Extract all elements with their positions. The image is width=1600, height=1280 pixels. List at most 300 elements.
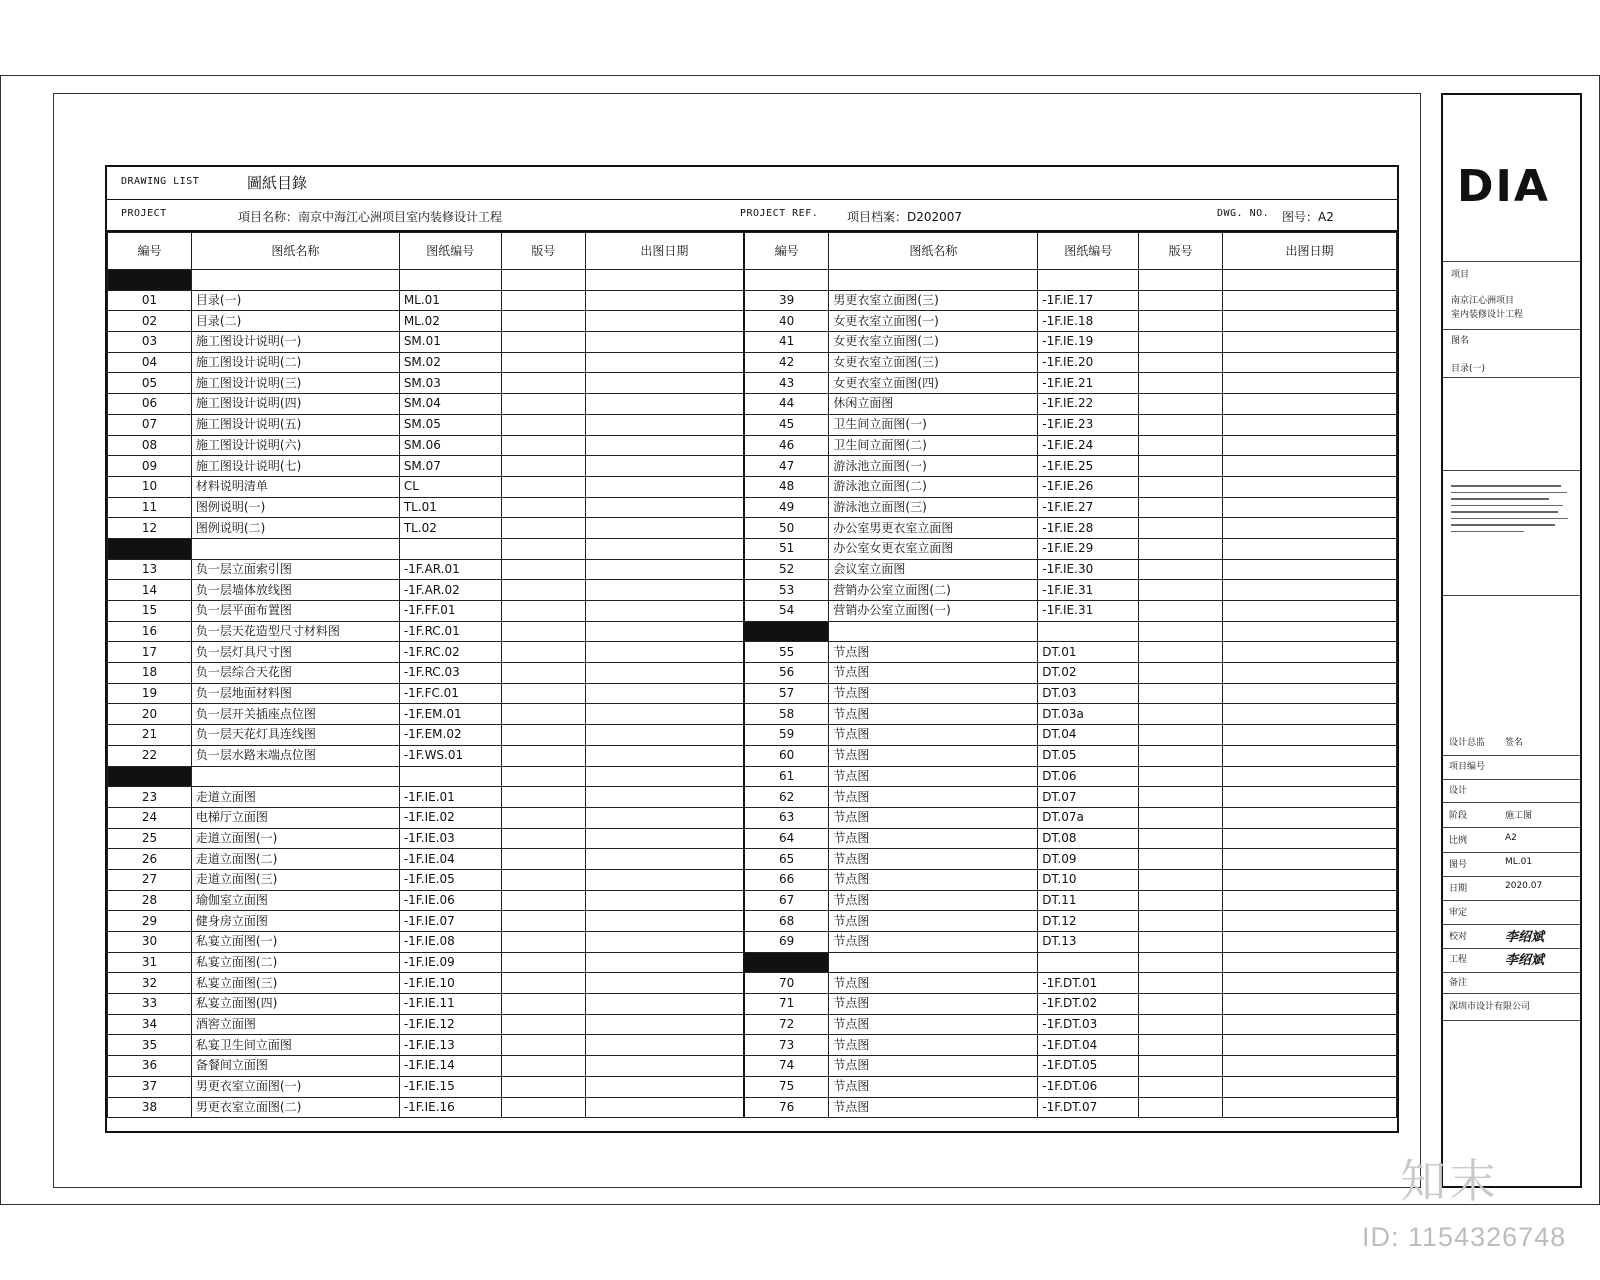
table-header-row [108, 233, 1397, 270]
revision-cell [501, 725, 585, 746]
drawing-name: 施工图设计说明(五) [191, 414, 399, 435]
general-notes-block [1451, 480, 1573, 537]
drawing-name: 女更衣室立面图(一) [829, 311, 1038, 332]
table-row [108, 1035, 1397, 1056]
row-number: 67 [744, 890, 829, 911]
revision-cell [501, 828, 585, 849]
drawing-code: SM.05 [399, 414, 501, 435]
revision-cell [501, 1035, 585, 1056]
table-row [108, 435, 1397, 456]
row-number: 41 [744, 332, 829, 353]
revision-cell [501, 1014, 585, 1035]
revision-cell [1139, 414, 1223, 435]
issue-date-cell [1223, 911, 1397, 932]
revision-cell [1139, 580, 1223, 601]
table-row [108, 270, 1397, 291]
row-number: 36 [108, 1056, 192, 1077]
issue-date-cell [585, 1035, 744, 1056]
row-number: 37 [108, 1076, 192, 1097]
tb-date-label: 日期 [1449, 884, 1468, 894]
issue-date-cell [1223, 745, 1397, 766]
table-cell [585, 538, 744, 559]
drawing-name: 办公室女更衣室立面图 [829, 538, 1038, 559]
row-number: 23 [108, 787, 192, 808]
revision-cell [501, 394, 585, 415]
revision-cell [1139, 332, 1223, 353]
revision-cell [501, 476, 585, 497]
drawing-name: 施工图设计说明(七) [191, 456, 399, 477]
table-row [108, 849, 1397, 870]
watermark-brand: 知末 [1400, 1154, 1500, 1208]
drawing-name: 图例说明(二) [191, 518, 399, 539]
issue-date-cell [1223, 849, 1397, 870]
table-cell [501, 766, 585, 787]
table-cell [829, 621, 1038, 642]
row-number: 03 [108, 332, 192, 353]
drawing-code: -1F.IE.09 [399, 952, 501, 973]
drawing-name: 节点图 [829, 725, 1038, 746]
divider [1443, 972, 1580, 973]
table-row [108, 973, 1397, 994]
drawing-name: 走道立面图 [191, 787, 399, 808]
row-number: 43 [744, 373, 829, 394]
issue-date-cell [1223, 414, 1397, 435]
issue-date-cell [585, 435, 744, 456]
issue-date-cell [585, 414, 744, 435]
issue-date-cell [585, 952, 744, 973]
revision-cell [501, 787, 585, 808]
issue-date-cell [585, 849, 744, 870]
issue-date-cell [585, 1014, 744, 1035]
drawing-name: 节点图 [829, 1014, 1038, 1035]
revision-cell [1139, 601, 1223, 622]
table-cell [1139, 952, 1223, 973]
table-row [108, 414, 1397, 435]
drawing-code: -1F.IE.27 [1038, 497, 1139, 518]
drawing-code: DT.04 [1038, 725, 1139, 746]
issue-date-cell [1223, 518, 1397, 539]
tb-approve-label: 审定 [1449, 908, 1468, 918]
revision-cell [1139, 683, 1223, 704]
row-number: 32 [108, 973, 192, 994]
drawing-code: -1F.IE.03 [399, 828, 501, 849]
drawing-code: -1F.IE.23 [1038, 414, 1139, 435]
row-number: 58 [744, 704, 829, 725]
project-ref-value: 项目档案：D202007 [847, 210, 963, 224]
drawing-code: -1F.IE.21 [1038, 373, 1139, 394]
revision-cell [501, 414, 585, 435]
revision-cell [1139, 973, 1223, 994]
drawing-code: -1F.DT.07 [1038, 1097, 1139, 1118]
row-number: 51 [744, 538, 829, 559]
issue-date-cell [585, 580, 744, 601]
project-info-row [107, 200, 1397, 232]
drawing-name: 负一层平面布置图 [191, 601, 399, 622]
issue-date-cell [1223, 725, 1397, 746]
row-number: 68 [744, 911, 829, 932]
table-cell [191, 270, 399, 291]
drawing-name: 办公室男更衣室立面图 [829, 518, 1038, 539]
revision-cell [501, 601, 585, 622]
drawing-code: -1F.IE.05 [399, 869, 501, 890]
row-number: 62 [744, 787, 829, 808]
row-number: 38 [108, 1097, 192, 1118]
table-row [108, 497, 1397, 518]
divider [1443, 993, 1580, 994]
drawing-code: DT.02 [1038, 663, 1139, 684]
drawing-code: -1F.IE.04 [399, 849, 501, 870]
revision-cell [501, 663, 585, 684]
issue-date-cell [1223, 290, 1397, 311]
drawing-name: 节点图 [829, 890, 1038, 911]
row-number: 22 [108, 745, 192, 766]
row-number: 75 [744, 1076, 829, 1097]
table-row [108, 621, 1397, 642]
table-cell [399, 766, 501, 787]
drawing-name: 电梯厅立面图 [191, 807, 399, 828]
row-number: 73 [744, 1035, 829, 1056]
issue-date-cell [585, 642, 744, 663]
dwg-no-value: 图号：A2 [1282, 210, 1334, 224]
table-cell [191, 538, 399, 559]
issue-date-cell [1223, 807, 1397, 828]
drawing-code: -1F.DT.02 [1038, 994, 1139, 1015]
tb-drawing-label: 图名 [1451, 336, 1470, 346]
drawing-code: -1F.IE.15 [399, 1076, 501, 1097]
issue-date-cell [1223, 394, 1397, 415]
divider [1443, 802, 1580, 803]
issue-date-cell [585, 932, 744, 953]
revision-cell [501, 704, 585, 725]
col-header: 图纸名称 [829, 233, 1038, 270]
issue-date-cell [585, 704, 744, 725]
table-cell [399, 538, 501, 559]
row-number: 56 [744, 663, 829, 684]
revision-cell [501, 373, 585, 394]
row-number: 19 [108, 683, 192, 704]
tb-scale-value: A2 [1505, 833, 1517, 843]
drawing-code: DT.05 [1038, 745, 1139, 766]
drawing-code: SM.03 [399, 373, 501, 394]
section-marker [108, 270, 192, 291]
revision-cell [1139, 1014, 1223, 1035]
issue-date-cell [1223, 1014, 1397, 1035]
revision-cell [501, 332, 585, 353]
revision-cell [501, 1097, 585, 1118]
drawing-name: 游泳池立面图(三) [829, 497, 1038, 518]
drawing-list-cn-title: 圖紙目錄 [247, 174, 308, 192]
project-label: PROJECT [121, 208, 167, 219]
issue-date-cell [1223, 497, 1397, 518]
table-row [108, 911, 1397, 932]
row-number: 29 [108, 911, 192, 932]
col-header: 編号 [744, 233, 829, 270]
drawing-code: -1F.IE.07 [399, 911, 501, 932]
issue-date-cell [585, 1056, 744, 1077]
row-number: 28 [108, 890, 192, 911]
sheet-title-row [107, 167, 1397, 200]
drawing-name: 私宴立面图(四) [191, 994, 399, 1015]
drawing-code: DT.03a [1038, 704, 1139, 725]
issue-date-cell [585, 373, 744, 394]
revision-cell [1139, 538, 1223, 559]
col-header: 編号 [108, 233, 192, 270]
revision-cell [1139, 1056, 1223, 1077]
revision-cell [1139, 518, 1223, 539]
tb-scale-label: 比例 [1449, 836, 1468, 846]
col-header: 出图日期 [585, 233, 744, 270]
row-number: 18 [108, 663, 192, 684]
table-cell [501, 538, 585, 559]
divider [1443, 1020, 1580, 1021]
table-row [108, 352, 1397, 373]
col-header: 图纸名称 [191, 233, 399, 270]
row-number: 33 [108, 994, 192, 1015]
table-cell [1038, 621, 1139, 642]
revision-cell [1139, 456, 1223, 477]
issue-date-cell [585, 973, 744, 994]
drawing-code: -1F.IE.19 [1038, 332, 1139, 353]
divider [1443, 261, 1580, 262]
row-number: 24 [108, 807, 192, 828]
drawing-name: 节点图 [829, 849, 1038, 870]
tb-draw-label: 工程 [1449, 955, 1468, 965]
drawing-name: 节点图 [829, 766, 1038, 787]
drawing-code: -1F.DT.03 [1038, 1014, 1139, 1035]
issue-date-cell [1223, 1076, 1397, 1097]
revision-cell [501, 973, 585, 994]
issue-date-cell [585, 683, 744, 704]
revision-cell [1139, 932, 1223, 953]
divider [1443, 377, 1580, 378]
tb-check-label: 校对 [1449, 932, 1468, 942]
revision-cell [1139, 766, 1223, 787]
revision-cell [1139, 394, 1223, 415]
issue-date-cell [585, 290, 744, 311]
issue-date-cell [1223, 311, 1397, 332]
drawing-code: DT.09 [1038, 849, 1139, 870]
revision-cell [501, 580, 585, 601]
divider [1443, 329, 1580, 330]
drawing-name: 卫生间立面图(一) [829, 414, 1038, 435]
divider [1443, 900, 1580, 901]
divider [1443, 755, 1580, 756]
revision-cell [1139, 807, 1223, 828]
revision-cell [501, 952, 585, 973]
revision-cell [1139, 642, 1223, 663]
table-row [108, 538, 1397, 559]
drawing-code: DT.10 [1038, 869, 1139, 890]
row-number: 21 [108, 725, 192, 746]
drawing-code: -1F.DT.06 [1038, 1076, 1139, 1097]
revision-cell [1139, 311, 1223, 332]
revision-cell [501, 497, 585, 518]
revision-cell [501, 621, 585, 642]
row-number: 53 [744, 580, 829, 601]
drawing-code: -1F.EM.02 [399, 725, 501, 746]
drawing-code: CL [399, 476, 501, 497]
issue-date-cell [1223, 1097, 1397, 1118]
section-marker [744, 952, 829, 973]
drawing-name: 健身房立面图 [191, 911, 399, 932]
drawing-name: 节点图 [829, 642, 1038, 663]
drawing-name: 节点图 [829, 1056, 1038, 1077]
table-row [108, 683, 1397, 704]
row-number: 07 [108, 414, 192, 435]
issue-date-cell [585, 559, 744, 580]
drawing-name: 走道立面图(三) [191, 869, 399, 890]
issue-date-cell [1223, 580, 1397, 601]
drawing-name: 营销办公室立面图(一) [829, 601, 1038, 622]
table-cell [585, 766, 744, 787]
col-header: 图纸编号 [1038, 233, 1139, 270]
issue-date-cell [585, 890, 744, 911]
tb-drawing-value: 目录(一) [1451, 364, 1486, 374]
drawing-list-sheet [105, 165, 1399, 1133]
revision-cell [501, 911, 585, 932]
drawing-name: 目录(二) [191, 311, 399, 332]
dwg-no-label: DWG. NO. [1217, 208, 1270, 219]
revision-cell [501, 994, 585, 1015]
row-number: 16 [108, 621, 192, 642]
row-number: 25 [108, 828, 192, 849]
drawing-name: 男更衣室立面图(二) [191, 1097, 399, 1118]
row-number: 70 [744, 973, 829, 994]
revision-cell [1139, 849, 1223, 870]
drawing-code: -1F.IE.10 [399, 973, 501, 994]
issue-date-cell [1223, 787, 1397, 808]
table-row [108, 725, 1397, 746]
drawing-name: 节点图 [829, 869, 1038, 890]
revision-cell [1139, 373, 1223, 394]
table-row [108, 704, 1397, 725]
drawing-list-en-title: DRAWING LIST [121, 176, 200, 187]
revision-cell [1139, 435, 1223, 456]
tb-design-label: 设计 [1449, 786, 1468, 796]
table-row [108, 745, 1397, 766]
drawing-code: DT.13 [1038, 932, 1139, 953]
row-number: 40 [744, 311, 829, 332]
revision-cell [1139, 828, 1223, 849]
issue-date-cell [1223, 973, 1397, 994]
table-row [108, 994, 1397, 1015]
drawing-name: 节点图 [829, 1035, 1038, 1056]
issue-date-cell [585, 476, 744, 497]
drawing-name: 施工图设计说明(二) [191, 352, 399, 373]
drawing-code: -1F.IE.20 [1038, 352, 1139, 373]
table-row [108, 1056, 1397, 1077]
table-row [108, 1014, 1397, 1035]
tb-designer-label: 设计总监 [1449, 738, 1486, 748]
issue-date-cell [1223, 890, 1397, 911]
tb-stage-label: 阶段 [1449, 811, 1468, 821]
drawing-name: 施工图设计说明(六) [191, 435, 399, 456]
divider [1443, 852, 1580, 853]
drawing-code: SM.06 [399, 435, 501, 456]
row-number: 04 [108, 352, 192, 373]
row-number: 52 [744, 559, 829, 580]
revision-cell [501, 745, 585, 766]
revision-cell [501, 890, 585, 911]
issue-date-cell [585, 807, 744, 828]
issue-date-cell [1223, 435, 1397, 456]
tb-project-no-label: 项目编号 [1449, 762, 1486, 772]
drawing-code: -1F.IE.29 [1038, 538, 1139, 559]
row-number: 05 [108, 373, 192, 394]
revision-cell [1139, 911, 1223, 932]
drawing-code: -1F.RC.01 [399, 621, 501, 642]
table-row [108, 332, 1397, 353]
drawing-code: -1F.IE.22 [1038, 394, 1139, 415]
drawing-name: 负一层立面索引图 [191, 559, 399, 580]
drawing-name: 酒窖立面图 [191, 1014, 399, 1035]
issue-date-cell [1223, 352, 1397, 373]
col-header: 出图日期 [1223, 233, 1397, 270]
drawing-code: -1F.IE.18 [1038, 311, 1139, 332]
revision-cell [501, 456, 585, 477]
drawing-name: 游泳池立面图(二) [829, 476, 1038, 497]
issue-date-cell [585, 311, 744, 332]
divider [1443, 779, 1580, 780]
drawing-name: 负一层天花灯具连线图 [191, 725, 399, 746]
drawing-name: 节点图 [829, 704, 1038, 725]
drawing-name: 施工图设计说明(三) [191, 373, 399, 394]
section-marker [108, 538, 192, 559]
issue-date-cell [585, 332, 744, 353]
issue-date-cell [1223, 766, 1397, 787]
row-number: 44 [744, 394, 829, 415]
drawing-code: -1F.IE.31 [1038, 580, 1139, 601]
revision-cell [1139, 1035, 1223, 1056]
table-row [108, 663, 1397, 684]
drawing-name: 图例说明(一) [191, 497, 399, 518]
table-row [108, 828, 1397, 849]
drawing-code: -1F.IE.01 [399, 787, 501, 808]
table-row [108, 932, 1397, 953]
signature-draw: 李绍斌 [1505, 953, 1545, 968]
table-cell [399, 270, 501, 291]
revision-cell [501, 1056, 585, 1077]
drawing-code: -1F.IE.31 [1038, 601, 1139, 622]
issue-date-cell [1223, 538, 1397, 559]
revision-cell [501, 435, 585, 456]
row-number: 31 [108, 952, 192, 973]
row-number: 10 [108, 476, 192, 497]
issue-date-cell [1223, 994, 1397, 1015]
issue-date-cell [585, 352, 744, 373]
drawing-name: 节点图 [829, 828, 1038, 849]
row-number: 76 [744, 1097, 829, 1118]
issue-date-cell [1223, 704, 1397, 725]
drawing-name: 施工图设计说明(四) [191, 394, 399, 415]
revision-cell [1139, 663, 1223, 684]
row-number: 13 [108, 559, 192, 580]
row-number: 08 [108, 435, 192, 456]
row-number: 47 [744, 456, 829, 477]
project-name: 項目名称：南京中海江心洲项目室内装修设计工程 [238, 210, 503, 224]
issue-date-cell [1223, 332, 1397, 353]
drawing-code: ML.01 [399, 290, 501, 311]
section-marker [744, 621, 829, 642]
issue-date-cell [585, 725, 744, 746]
drawing-code: -1F.IE.02 [399, 807, 501, 828]
signature-check: 李绍斌 [1505, 930, 1545, 945]
drawing-code: TL.02 [399, 518, 501, 539]
revision-cell [501, 932, 585, 953]
table-row [108, 394, 1397, 415]
issue-date-cell [585, 994, 744, 1015]
row-number: 72 [744, 1014, 829, 1035]
